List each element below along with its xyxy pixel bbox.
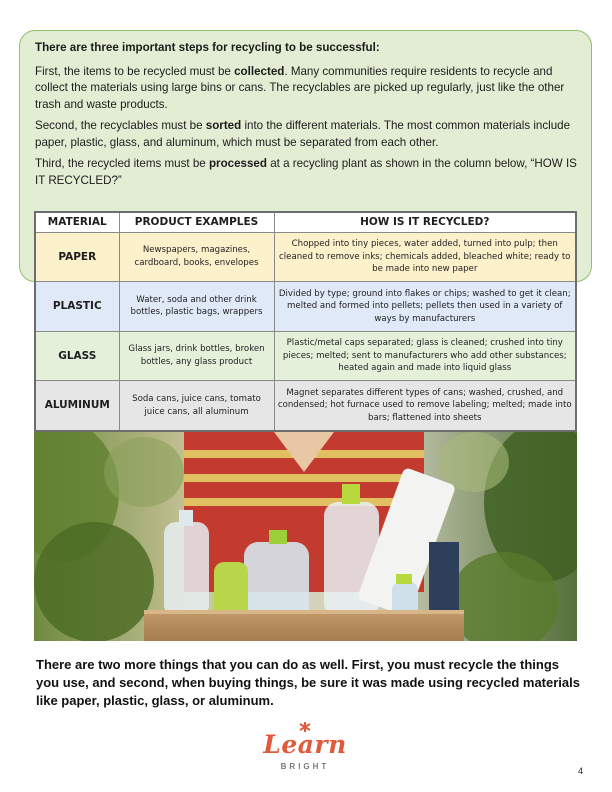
process-cell: Divided by type; ground into flakes or chips; washed to get it clean; melted and formed into pellets; pellets then used in a variety of ways by manufacturers (274, 282, 576, 332)
recycling-box-photo (34, 432, 577, 641)
table-row-aluminum (35, 381, 576, 431)
material-cell: GLASS (35, 331, 119, 381)
logo-word: Learn (263, 730, 347, 759)
header-how-recycled: HOW IS IT RECYCLED? (274, 212, 576, 232)
material-cell: PAPER (35, 232, 119, 282)
table-row-paper (35, 232, 576, 282)
step-collected: First, the items to be recycled must be collected. Many communities require residents to recycle and collect the materials using large bins or cans. The recyclables are picked up regularly, just like the other trash and waste products. (35, 64, 565, 111)
table-row-plastic (35, 282, 576, 332)
examples-cell: Glass jars, drink bottles, broken bottles, any glass product (119, 331, 274, 381)
page-number: 4 (578, 766, 584, 776)
table-header-row (35, 212, 576, 232)
step-processed: Third, the recycled items must be processed at a recycling plant as shown in the column below, “HOW IS IT RECYCLED?” (35, 157, 577, 187)
process-cell: Magnet separates different types of cans; washed, crushed, and condensed; hot furnace used to remove labeling; melted; made into bars; flattened into sheets (274, 381, 576, 431)
intro-heading: There are three important steps for recycling to be successful: (35, 41, 380, 54)
header-material: MATERIAL (35, 212, 119, 232)
step-sorted: Second, the recyclables must be sorted into the different materials. The most common materials include paper, plastic, glass, and aluminum, which must be separated from each other. (35, 119, 571, 149)
table-row-glass (35, 331, 576, 381)
closing-paragraph: There are two more things that you can do as well. First, you must recycle the things you use, and second, when buying things, be sure it was made using recycled materials like paper, plastic, glass, or aluminum. (36, 657, 580, 708)
intro-text (35, 40, 580, 194)
learn-bright-logo (255, 720, 355, 775)
header-product-examples: PRODUCT EXAMPLES (119, 212, 274, 232)
process-cell: Plastic/metal caps separated; glass is cleaned; crushed into tiny pieces; melted; sent to manufacturers who add other substances; heated again and made into liquid glass (274, 331, 576, 381)
material-cell: ALUMINUM (35, 381, 119, 431)
material-cell: PLASTIC (35, 282, 119, 332)
photo-illustration (34, 432, 577, 641)
logo-subtitle: BRIGHT (280, 762, 330, 771)
examples-cell: Newspapers, magazines, cardboard, books, envelopes (119, 232, 274, 282)
process-cell: Chopped into tiny pieces, water added, turned into pulp; then cleaned to remove inks; chemicals added, bleached white; ready to be made into new paper (274, 232, 576, 282)
examples-cell: Soda cans, juice cans, tomato juice cans, all aluminum (119, 381, 274, 431)
recycling-table (34, 211, 577, 432)
examples-cell: Water, soda and other drink bottles, plastic bags, wrappers (119, 282, 274, 332)
